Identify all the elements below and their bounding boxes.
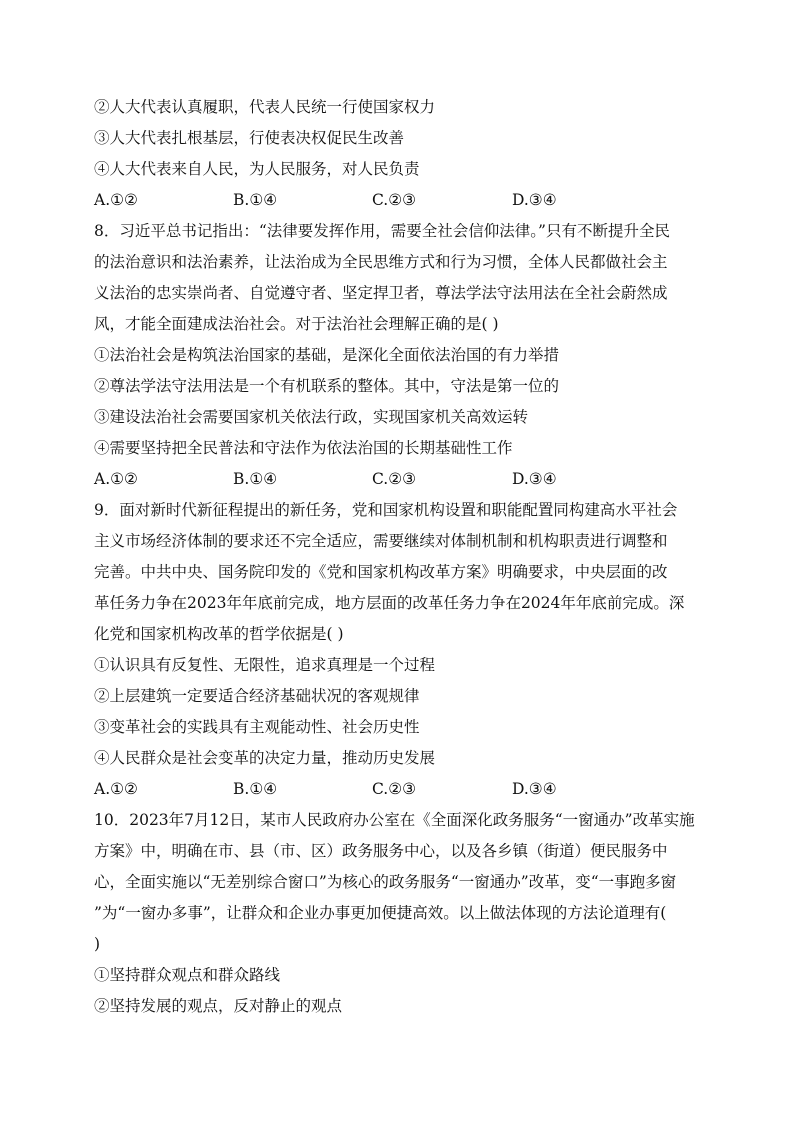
q9-choice-a: A.①②	[94, 780, 138, 798]
q9-option-4: ④人民群众是社会变革的决定力量，推动历史发展	[94, 749, 436, 767]
q9-answer-choices	[94, 774, 734, 805]
q7-choice-c: C.②③	[372, 191, 417, 209]
q9-stem-line: 完善。中共中央、国务院印发的《党和国家机构改革方案》明确要求，中央层面的改	[94, 563, 668, 581]
q8-option-4: ④需要坚持把全民普法和守法作为依法治国的长期基础性工作	[94, 439, 513, 457]
q10-stem-line: )	[94, 935, 101, 953]
q9-choice-c: C.②③	[372, 780, 417, 798]
q7-answer-choices	[94, 185, 734, 216]
q8-stem-line: 8．习近平总书记指出：“法律要发挥作用，需要全社会信仰法律。”只有不断提升全民	[94, 222, 670, 240]
q8-choice-d: D.③④	[512, 470, 557, 488]
q7-option-3: ③人大代表扎根基层，行使表决权促民生改善	[94, 129, 405, 147]
q10-stem-line: ”为“一窗办多事”，让群众和企业办事更加便捷高效。以上做法体现的方法论道理有(	[94, 904, 667, 922]
q7-choice-d: D.③④	[512, 191, 557, 209]
q8-stem-line: 的法治意识和法治素养，让法治成为全民思维方式和行为习惯，全体人民都做社会主	[94, 253, 668, 271]
q8-option-3: ③建设法治社会需要国家机关依法行政，实现国家机关高效运转	[94, 408, 529, 426]
q9-stem-line: 化党和国家机构改革的哲学依据是( )	[94, 625, 344, 643]
q9-option-3: ③变革社会的实践具有主观能动性、社会历史性	[94, 718, 420, 736]
q8-answer-choices	[94, 464, 734, 495]
q10-stem-line: 方案》中，明确在市、县（市、区）政务服务中心，以及各乡镇（街道）便民服务中	[94, 842, 668, 860]
q8-stem-line: 义法治的忠实崇尚者、自觉遵守者、坚定捍卫者，尊法学法守法用法在全社会蔚然成	[94, 284, 668, 302]
q7-choice-a: A.①②	[94, 191, 138, 209]
q8-choice-b: B.①④	[233, 470, 278, 488]
q10-option-2: ②坚持发展的观点，反对静止的观点	[94, 997, 343, 1015]
q9-option-1: ①认识具有反复性、无限性，追求真理是一个过程	[94, 656, 436, 674]
question-7-tail	[94, 92, 734, 216]
q8-choice-c: C.②③	[372, 470, 417, 488]
q7-choice-b: B.①④	[233, 191, 278, 209]
q8-choice-a: A.①②	[94, 470, 138, 488]
q9-choice-b: B.①④	[233, 780, 278, 798]
q9-choice-d: D.③④	[512, 780, 557, 798]
q8-stem-line: 风，才能全面建成法治社会。对于法治社会理解正确的是( )	[94, 315, 499, 333]
q7-option-2: ②人大代表认真履职，代表人民统一行使国家权力	[94, 98, 436, 116]
q10-stem-line: 心，全面实施以“无差别综合窗口”为核心的政务服务“一窗通办”改革，变“一事跑多窗	[94, 873, 677, 891]
q9-stem-line: 革任务力争在2023年年底前完成，地方层面的改革任务力争在2024年年底前完成。深	[94, 594, 685, 612]
q9-stem-line: 主义市场经济体制的要求还不完全适应，需要继续对体制机制和机构职责进行调整和	[94, 532, 668, 550]
q8-option-1: ①法治社会是构筑法治国家的基础，是深化全面依法治国的有力举措	[94, 346, 560, 364]
q9-stem-line: 9．面对新时代新征程提出的新任务，党和国家机构设置和职能配置同构建高水平社会	[94, 501, 678, 519]
question-8	[94, 216, 734, 495]
q10-option-1: ①坚持群众观点和群众路线	[94, 966, 281, 984]
exam-page	[94, 92, 734, 1022]
question-10	[94, 805, 734, 1022]
q7-option-4: ④人大代表来自人民，为人民服务，对人民负责	[94, 160, 420, 178]
q9-option-2: ②上层建筑一定要适合经济基础状况的客观规律	[94, 687, 420, 705]
q10-stem-line: 10．2023年7月12日，某市人民政府办公室在《全面深化政务服务“一窗通办”改革实施	[94, 811, 695, 829]
q8-option-2: ②尊法学法守法用法是一个有机联系的整体。其中，守法是第一位的	[94, 377, 560, 395]
question-9	[94, 495, 734, 805]
